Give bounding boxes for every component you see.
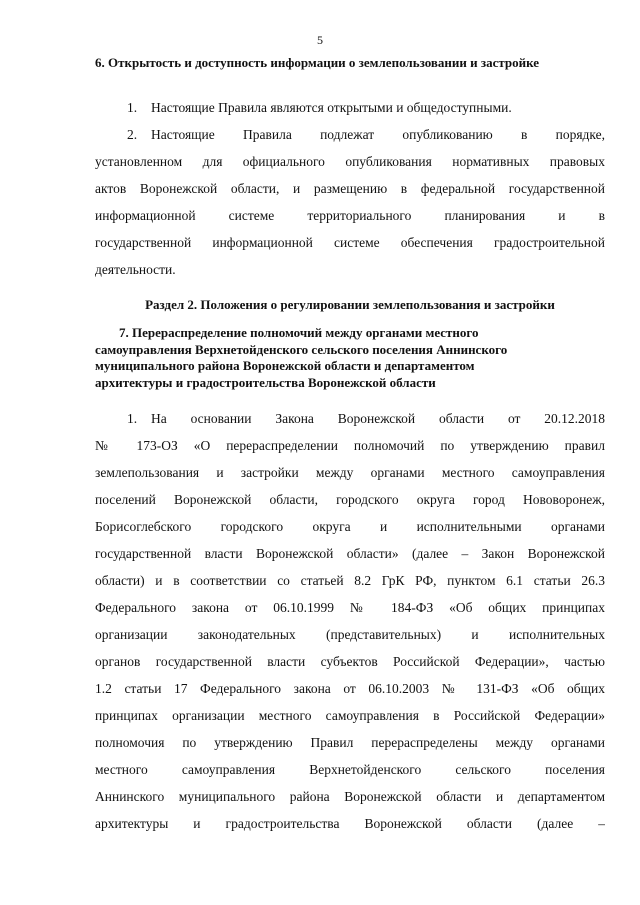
item-text bbox=[95, 405, 605, 837]
text-line: На основании Закона Воронежской области от 20.12.2018 bbox=[151, 411, 605, 426]
section-6-heading-text: 6. Открытость и доступность информации о землепользовании и застройке bbox=[95, 55, 540, 70]
item-text bbox=[95, 94, 605, 121]
text-line: № 173-ОЗ «О перераспределении полномочий по утверждению правил bbox=[95, 438, 605, 453]
text-line: установленном для официального опубликования нормативных правовых bbox=[95, 154, 605, 169]
item-number: 1. bbox=[127, 100, 138, 115]
text-line: деятельности. bbox=[95, 262, 176, 277]
text-line: 1.2 статьи 17 Федерального закона от 06.10.2003 № 131-ФЗ «Об общих bbox=[95, 681, 605, 696]
text-line: области) и в соответствии со статьей 8.2 ГрК РФ, пунктом 6.1 статьи 26.3 bbox=[95, 573, 605, 588]
section-6-heading bbox=[95, 55, 605, 72]
text-line: государственной информационной системе обеспечения градостроительной bbox=[95, 235, 605, 250]
text-line: организации законодательных (представительных) и исполнительных bbox=[95, 627, 605, 642]
text-line: местного самоуправления Верхнетойденского сельского поселения bbox=[95, 762, 605, 777]
item-text bbox=[95, 121, 605, 283]
heading-line: 7. Перераспределение полномочий между органами местного bbox=[119, 325, 479, 340]
heading-line: муниципального района Воронежской области и департаментом bbox=[95, 358, 475, 373]
heading-line: архитектуры и градостроительства Воронежской области bbox=[95, 374, 436, 390]
part-2-title bbox=[95, 297, 605, 314]
text-line: поселений Воронежской области, городского округа город Нововоронеж, bbox=[95, 492, 605, 507]
page-number: 5 bbox=[317, 33, 323, 47]
text-line: землепользования и застройки между органами местного самоуправления bbox=[95, 465, 605, 480]
text-line: полномочия по утверждению Правил перераспределены между органами bbox=[95, 735, 605, 750]
text-line: актов Воронежской области, и размещению в федеральной государственной bbox=[95, 181, 605, 196]
text-line: Борисоглебского городского округа и исполнительными органами bbox=[95, 519, 605, 534]
text-line: Настоящие Правила подлежат опубликованию в порядке, bbox=[151, 127, 605, 142]
text-line: государственной власти Воронежской области» (далее – Закон Воронежской bbox=[95, 546, 605, 561]
heading-line: самоуправления Верхнетойденского сельского поселения Аннинского bbox=[95, 341, 508, 357]
text-line: принципах организации местного самоуправления в Российской Федерации» bbox=[95, 708, 605, 723]
text-line: Федерального закона от 06.10.1999 № 184-ФЗ «Об общих принципах bbox=[95, 600, 605, 615]
part-2-title-text: Раздел 2. Положения о регулировании землепользования и застройки bbox=[145, 297, 555, 312]
text-line: органов государственной власти субъектов Российской Федерации», частью bbox=[95, 654, 605, 669]
text-line: информационной системе территориального планирования и в bbox=[95, 208, 605, 223]
item-number: 2. bbox=[127, 127, 138, 142]
item-number: 1. bbox=[127, 411, 138, 426]
text-line: архитектуры и градостроительства Воронежской области (далее – bbox=[95, 816, 605, 831]
text-line: Настоящие Правила являются открытыми и общедоступными. bbox=[151, 100, 512, 115]
text-line: Аннинского муниципального района Воронежской области и департаментом bbox=[95, 789, 605, 804]
section-7-heading bbox=[95, 325, 605, 391]
